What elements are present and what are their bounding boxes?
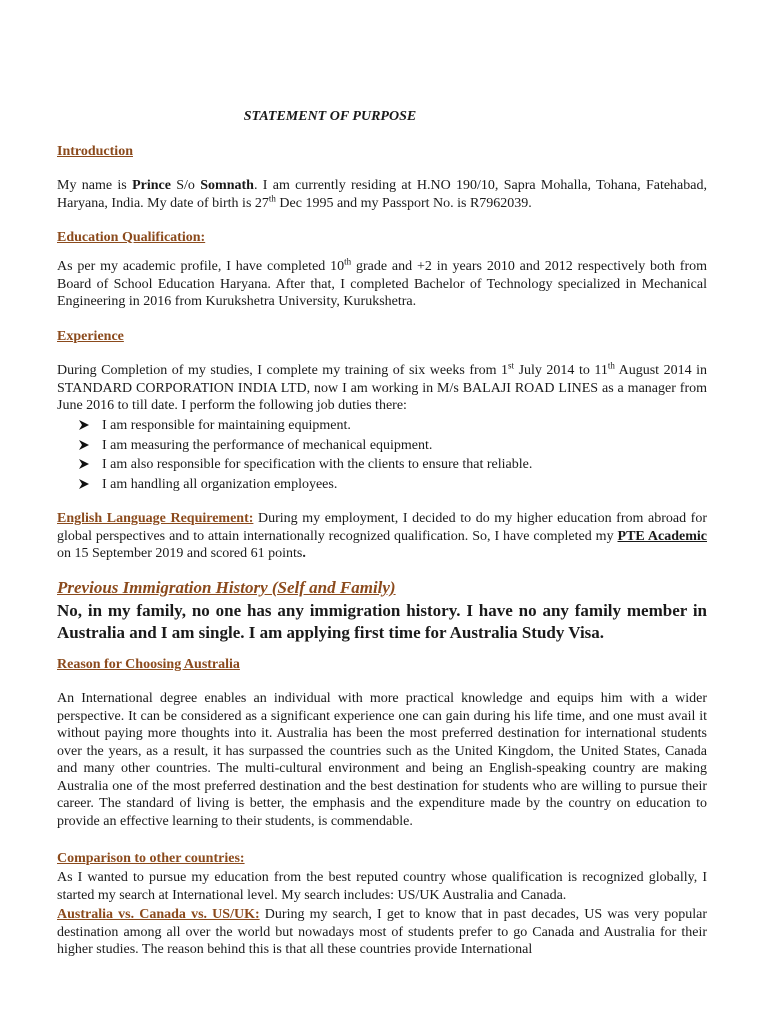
experience-paragraph: During Completion of my studies, I complete my training of six weeks from 1st July 2014 to 11th August 2014 in STANDARD CORPORATION INDIA LTD, now I am working in M/s BALAJI ROAD LINES as a manager from June 2016 to till date. I perform the following job duties there:	[57, 360, 707, 413]
list-item: I am responsible for maintaining equipment.	[78, 416, 532, 436]
applicant-name: Prince	[132, 178, 171, 193]
experience-heading: Experience	[57, 329, 124, 344]
comparison-heading: Comparison to other countries:	[57, 851, 245, 866]
list-item: I am measuring the performance of mechanical equipment.	[78, 436, 532, 456]
versus-paragraph: Australia vs. Canada vs. US/UK: During my search, I get to know that in past decades, US was very popular destination among all over the world but nowadays most of students prefer to go Canada and Australia for their higher studies. The reason behind this is that all these countries provide International	[57, 907, 708, 957]
arrow-bullet-icon	[78, 478, 90, 490]
immigration-history-heading: Previous Immigration History (Self and Family)	[57, 578, 396, 597]
education-heading: Education Qualification:	[57, 230, 206, 245]
comparison-paragraph: As I wanted to pursue my education from the best reputed country whose qualification is recognized globally, I started my search at International level. My search includes: US/UK Australia and Canada.	[57, 870, 707, 903]
arrow-bullet-icon	[78, 458, 90, 470]
reason-heading: Reason for Choosing Australia	[57, 657, 240, 672]
document-title: STATEMENT OF PURPOSE	[243, 109, 417, 124]
immigration-history-paragraph: No, in my family, no one has any immigration history. I have no any family member in Australia and I am single. I am applying first time for Australia Study Visa.	[57, 601, 707, 642]
arrow-bullet-icon	[78, 419, 90, 431]
job-duties-list	[78, 416, 532, 494]
list-item: I am also responsible for specification with the clients to ensure that reliable.	[78, 455, 532, 475]
introduction-paragraph: My name is Prince S/o Somnath. I am currently residing at H.NO 190/10, Sapra Mohalla, Tohana, Fatehabad, Haryana, India. My date of birth is 27th Dec 1995 and my Passport No. is R7962039.	[57, 178, 707, 211]
reason-paragraph: An International degree enables an individual with more practical knowledge and equips him with a wider perspective. It can be considered as a significant experience one can gain during his life time, and one must avail it without paying more thoughts into it. Australia has been the most preferred destination for international students over the years, as a result, it has surpassed the countries such as the United Kingdom, the United States, Canada and many other countries. The multi-cultural environment and being an English-speaking country are making Australia one of the most preferred destination and the best destination for students who are willing to pursue their career. The standard of living is better, the emphasis and the expenditure made by the country on education to provide an effective learning to their students, is commendable.	[57, 691, 707, 829]
father-name: Somnath	[200, 178, 254, 193]
arrow-bullet-icon	[78, 439, 90, 451]
education-paragraph: As per my academic profile, I have completed 10th grade and +2 in years 2010 and 2012 respectively both from Board of School Education Haryana. After that, I completed Bachelor of Technology specialized in Mechanical Engineering in 2016 from Kurukshetra University, Kurukshetra.	[57, 256, 707, 309]
introduction-heading: Introduction	[57, 144, 133, 159]
english-requirement-heading: English Language Requirement:	[57, 511, 254, 526]
pte-academic-label: PTE Academic	[617, 528, 708, 544]
versus-heading: Australia vs. Canada vs. US/UK:	[57, 907, 260, 922]
list-item: I am handling all organization employees.	[78, 475, 532, 495]
english-requirement-paragraph: English Language Requirement: During my employment, I decided to do my higher education from abroad for global perspectives and to attain internationally recognized qualification. So, I have completed my PTE Academic on 15 September 2019 and scored 61 points.	[57, 511, 708, 561]
